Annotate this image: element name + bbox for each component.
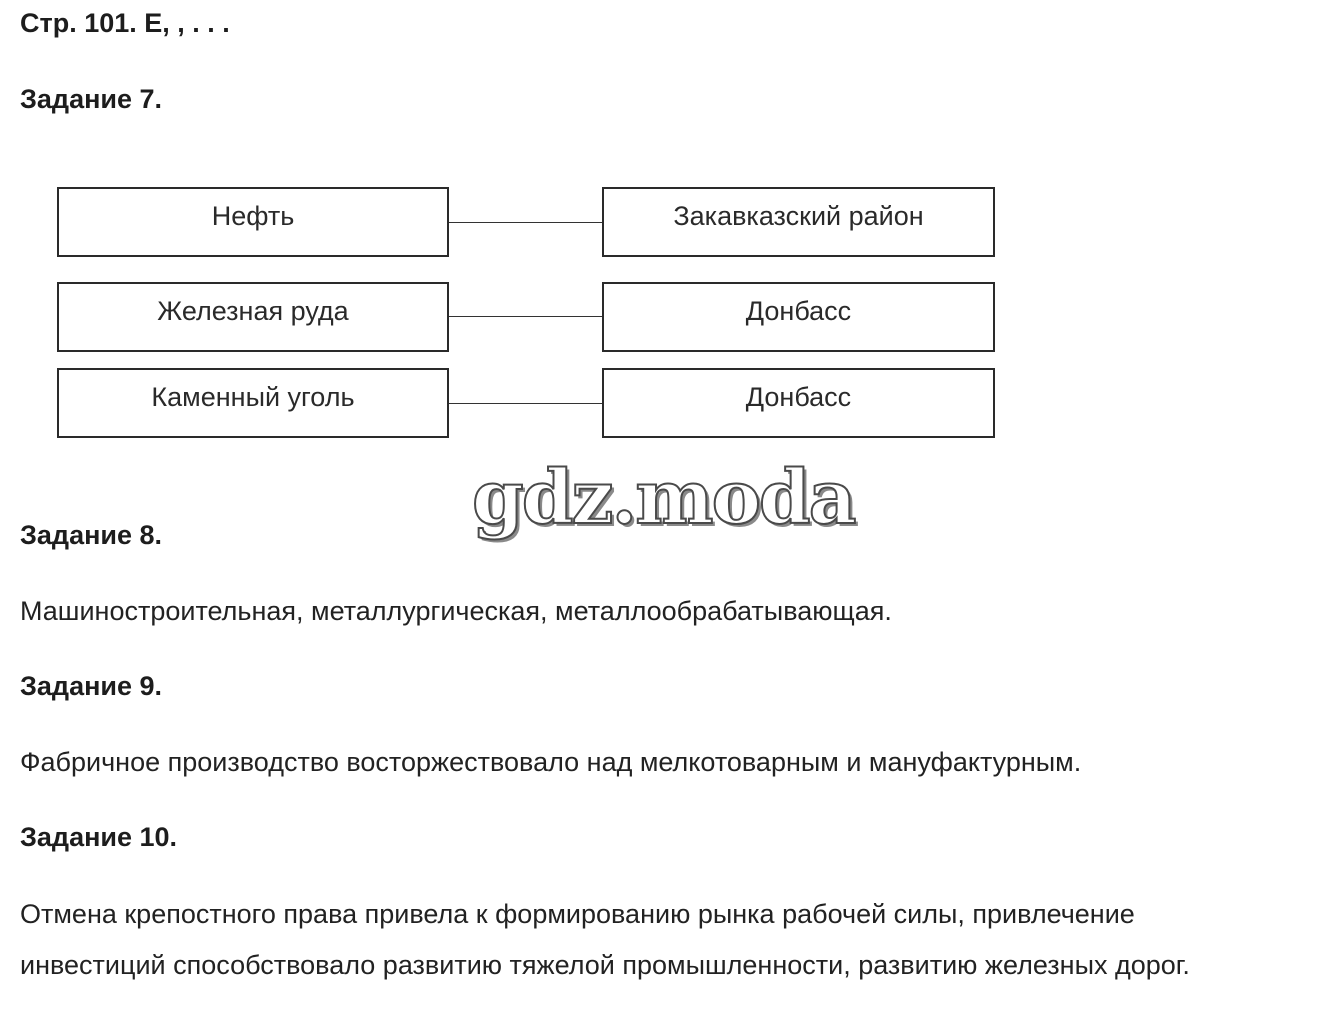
region-box-transcaucasia — [602, 187, 995, 257]
connector-line — [449, 222, 602, 223]
task-10-answer-line-1: Отмена крепостного права привела к формированию рынка рабочей силы, привлечение — [20, 899, 1135, 929]
region-label: Закавказский район — [673, 201, 924, 231]
connector-line — [449, 403, 602, 404]
resource-box-coal — [57, 368, 449, 438]
resource-box-oil — [57, 187, 449, 257]
resource-label: Нефть — [211, 201, 295, 231]
connector-line — [449, 316, 602, 317]
region-box-donbass — [602, 368, 995, 438]
resource-box-iron-ore — [57, 282, 449, 352]
task-9-answer: Фабричное производство восторжествовало над мелкотоварным и мануфактурным. — [20, 747, 1082, 777]
task-8-heading: Задание 8. — [20, 520, 163, 550]
region-label: Донбасс — [745, 382, 852, 412]
resource-label: Каменный уголь — [151, 382, 355, 412]
watermark-logo: gdz.moda — [472, 455, 855, 541]
task-9-heading: Задание 9. — [20, 671, 163, 701]
region-label: Донбасс — [745, 296, 852, 326]
page-heading: Стр. 101. Е, , . . . — [20, 8, 230, 38]
resource-label: Железная руда — [157, 296, 349, 326]
task-10-answer-line-2: инвестиций способствовало развитию тяжелой промышленности, развитию железных дорог. — [20, 950, 1190, 980]
region-box-donbass — [602, 282, 995, 352]
task-10-heading: Задание 10. — [20, 822, 178, 852]
task-8-answer: Машиностроительная, металлургическая, металлообрабатывающая. — [20, 596, 892, 626]
task-7-heading: Задание 7. — [20, 84, 163, 114]
